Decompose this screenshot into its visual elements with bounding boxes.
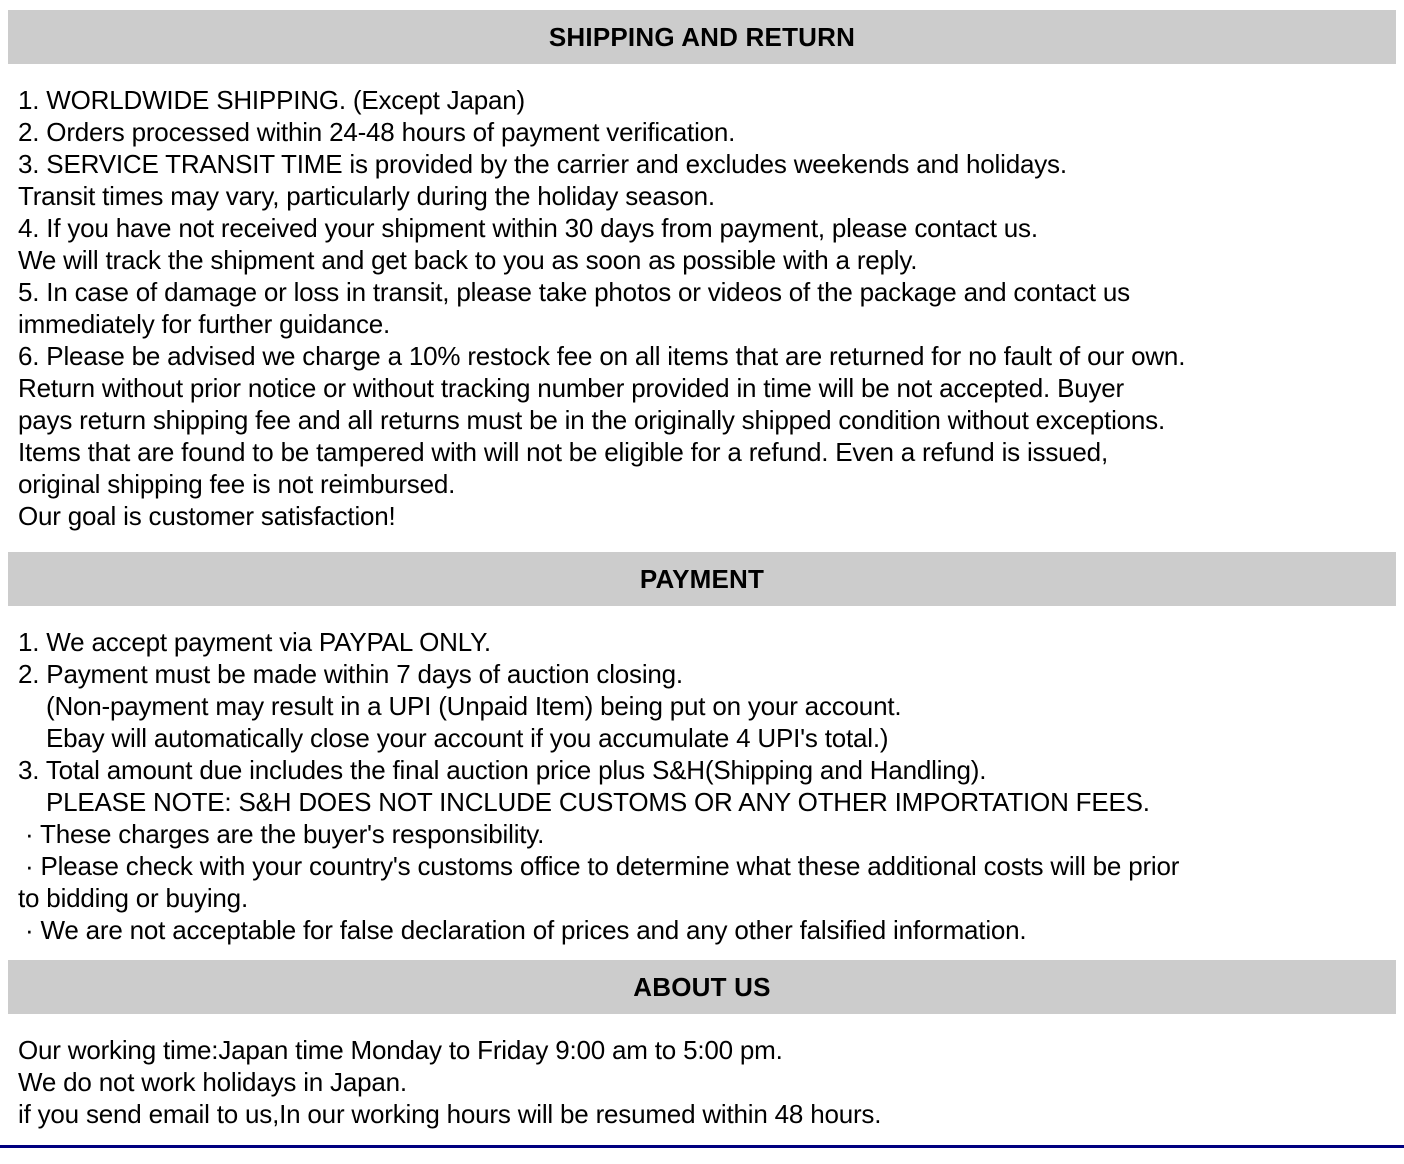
payment-line-8: · Please check with your country's customs office to determine what these additional costs will be prior	[25, 851, 1180, 881]
payment-line-4: Ebay will automatically close your account if you accumulate 4 UPI's total.)	[46, 723, 889, 753]
shipping-line-8: immediately for further guidance.	[18, 309, 391, 339]
about-us-body	[0, 1014, 1404, 1145]
shipping-line-7: 5. In case of damage or loss in transit, please take photos or videos of the package and contact us	[18, 277, 1130, 307]
about-line-3: if you send email to us,In our working hours will be resumed within 48 hours.	[18, 1099, 882, 1129]
payment-line-1: 1. We accept payment via PAYPAL ONLY.	[18, 627, 491, 657]
payment-line-2: 2. Payment must be made within 7 days of auction closing.	[18, 659, 683, 689]
about-us-title: ABOUT US	[633, 972, 771, 1002]
payment-line-3: (Non-payment may result in a UPI (Unpaid Item) being put on your account.	[46, 691, 902, 721]
shipping-line-3: 3. SERVICE TRANSIT TIME is provided by the carrier and excludes weekends and holidays.	[18, 149, 1067, 179]
payment-body	[0, 606, 1404, 960]
section-header-payment	[8, 552, 1396, 606]
shipping-line-4: Transit times may vary, particularly during the holiday season.	[18, 181, 715, 211]
shipping-line-12: Items that are found to be tampered with will not be eligible for a refund. Even a refund is issued,	[18, 437, 1108, 467]
payment-line-7: · These charges are the buyer's responsibility.	[25, 819, 545, 849]
payment-line-9: to bidding or buying.	[18, 883, 248, 913]
shipping-line-9: 6. Please be advised we charge a 10% restock fee on all items that are returned for no fault of our own.	[18, 341, 1186, 371]
payment-line-6: PLEASE NOTE: S&H DOES NOT INCLUDE CUSTOMS OR ANY OTHER IMPORTATION FEES.	[46, 787, 1150, 817]
shipping-line-10: Return without prior notice or without tracking number provided in time will be not accepted. Buyer	[18, 373, 1124, 403]
payment-line-10: · We are not acceptable for false declaration of prices and any other falsified information.	[25, 915, 1027, 945]
payment-title: PAYMENT	[639, 564, 765, 594]
shipping-line-11: pays return shipping fee and all returns must be in the originally shipped condition without exceptions.	[18, 405, 1166, 435]
shipping-line-2: 2. Orders processed within 24-48 hours of payment verification.	[18, 117, 736, 147]
shipping-line-6: We will track the shipment and get back to you as soon as possible with a reply.	[18, 245, 918, 275]
section-header-shipping-and-return	[8, 10, 1396, 64]
shipping-and-return-body	[0, 64, 1404, 552]
about-line-2: We do not work holidays in Japan.	[18, 1067, 407, 1097]
section-header-about-us	[8, 960, 1396, 1014]
shipping-line-14: Our goal is customer satisfaction!	[18, 501, 396, 531]
seller-policy-page	[0, 10, 1404, 1148]
bottom-divider-line	[0, 1145, 1404, 1148]
payment-line-5: 3. Total amount due includes the final auction price plus S&H(Shipping and Handling).	[18, 755, 987, 785]
shipping-and-return-title: SHIPPING AND RETURN	[548, 22, 856, 52]
shipping-line-13: original shipping fee is not reimbursed.	[18, 469, 456, 499]
shipping-line-5: 4. If you have not received your shipment within 30 days from payment, please contact us.	[18, 213, 1038, 243]
shipping-line-1: 1. WORLDWIDE SHIPPING. (Except Japan)	[18, 85, 525, 115]
about-line-1: Our working time:Japan time Monday to Friday 9:00 am to 5:00 pm.	[18, 1035, 783, 1065]
